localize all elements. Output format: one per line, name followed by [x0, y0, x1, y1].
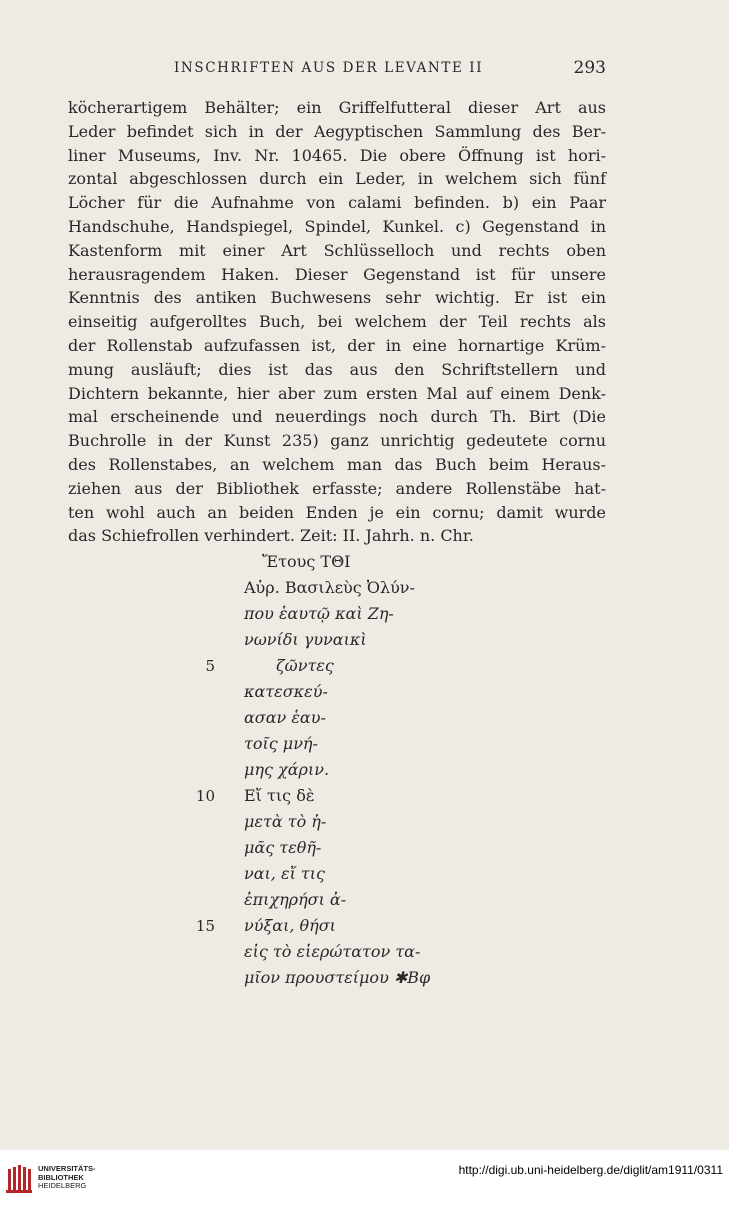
permalink-url[interactable]: http://digi.ub.uni-heidelberg.de/diglit/am1911/0311 — [458, 1163, 723, 1177]
body-line: Buchrolle in der Kunst 235) ganz unrichtig gedeutete cornu — [68, 431, 606, 451]
inscription-line-text: μᾶς τεθῆ- — [244, 838, 322, 857]
inscription-line-text: που ἑαυτῷ καὶ Ζη- — [244, 604, 394, 623]
inscription-line-text: ασαν ἑαυ- — [244, 708, 326, 727]
inscription-line-text: κατεσκεύ- — [244, 682, 328, 701]
inscription-line — [0, 783, 729, 809]
inscription-line — [0, 627, 729, 653]
library-name — [38, 1165, 96, 1191]
inscription-line-text: μετὰ τὸ ἡ- — [244, 812, 327, 831]
line-number: 10 — [195, 787, 215, 805]
body-line: das Schiefrollen verhindert. Zeit: II. Jahrh. n. Chr. — [68, 526, 474, 546]
inscription-line-text: νύξαι, θήσι — [244, 916, 336, 935]
body-line: herausragendem Haken. Dieser Gegenstand ist für unsere — [68, 264, 606, 284]
inscription-line-text: τοῖς μνή- — [244, 734, 318, 753]
inscription-line — [0, 809, 729, 835]
inscription-line — [0, 549, 729, 575]
body-line: köcherartigem Behälter; ein Griffelfutteral dieser Art aus — [68, 98, 606, 117]
body-line: ten wohl auch an beiden Enden je ein cornu; damit wurde — [68, 502, 606, 522]
body-line: ziehen aus der Bibliothek erfasste; andere Rollenstäbe hat- — [68, 478, 606, 498]
inscription-line — [0, 757, 729, 783]
inscription-line-text: μης χάριν. — [244, 760, 330, 779]
inscription-line-text: Εἴ τις δὲ — [244, 786, 315, 805]
inscription-line — [0, 835, 729, 861]
body-line: mung ausläuft; dies ist das aus den Schriftstellern und — [68, 359, 606, 379]
inscription-line — [0, 887, 729, 913]
page-number: 293 — [573, 58, 606, 78]
body-line: Kastenform mit einer Art Schlüsselloch und rechts oben — [68, 240, 606, 260]
running-head — [68, 60, 606, 84]
inscription-line-text: ναι, εἴ τις — [244, 864, 326, 883]
running-title: INSCHRIFTEN AUS DER LEVANTE II — [174, 60, 484, 76]
body-line: einseitig aufgerolltes Buch, bei welchem der Teil rechts als — [68, 312, 606, 332]
inscription-line — [0, 575, 729, 601]
body-paragraph — [68, 96, 606, 548]
inscription-line-text: νωνίδι γυναικὶ — [244, 630, 367, 649]
body-line: Kenntnis des antiken Buchwesens sehr wichtig. Er ist ein — [68, 288, 606, 308]
inscription-line — [0, 679, 729, 705]
library-name-line: UNIVERSITÄTS- — [38, 1164, 96, 1173]
inscription-line — [0, 601, 729, 627]
body-line: mal erscheinende und neuerdings noch durch Th. Birt (Die — [68, 407, 606, 427]
body-line: Dichtern bekannte, hier aber zum ersten Mal auf einem Denk- — [68, 383, 606, 403]
inscription-line — [0, 939, 729, 965]
inscription-line-text: ἐπιχηρήσι ἀ- — [244, 890, 347, 909]
body-line: der Rollenstab aufzufassen ist, der in eine hornartige Krüm- — [68, 335, 606, 355]
body-line: zontal abgeschlossen durch ein Leder, in welchem sich fünf — [68, 169, 606, 189]
inscription-line — [0, 705, 729, 731]
library-name-line: HEIDELBERG — [38, 1181, 87, 1190]
inscription-line-text: Ἔτους ΤΘΙ — [262, 552, 351, 571]
body-line: liner Museums, Inv. Nr. 10465. Die obere Öffnung ist hori- — [68, 145, 606, 165]
library-logo-icon — [6, 1163, 32, 1193]
line-number: 5 — [205, 657, 215, 675]
body-line: Leder befindet sich in der Aegyptischen Sammlung des Ber- — [68, 121, 606, 141]
library-name-line: BIBLIOTHEK — [38, 1172, 84, 1182]
inscription-line — [0, 965, 729, 991]
inscription-line-text: Αὐρ. Βασιλεὺς Ὀλύν- — [244, 578, 415, 597]
inscription-line — [0, 861, 729, 887]
inscription-line-text: εἰς τὸ εἱερώτατον τα- — [244, 942, 421, 961]
body-line: Löcher für die Aufnahme von calami befinden. b) ein Paar — [68, 193, 606, 213]
body-line: Handschuhe, Handspiegel, Spindel, Kunkel. c) Gegenstand in — [68, 216, 606, 236]
inscription-line — [0, 653, 729, 679]
line-number: 15 — [195, 917, 215, 935]
inscription-line — [0, 731, 729, 757]
inscription-line-text: ζῶντες — [276, 656, 334, 675]
digitization-footer — [0, 1150, 729, 1207]
inscription-line-text: μῖον προυστείμου ✱Βφ — [244, 968, 431, 987]
body-line: des Rollenstabes, an welchem man das Buch beim Heraus- — [68, 454, 606, 474]
inscription-line — [0, 913, 729, 939]
